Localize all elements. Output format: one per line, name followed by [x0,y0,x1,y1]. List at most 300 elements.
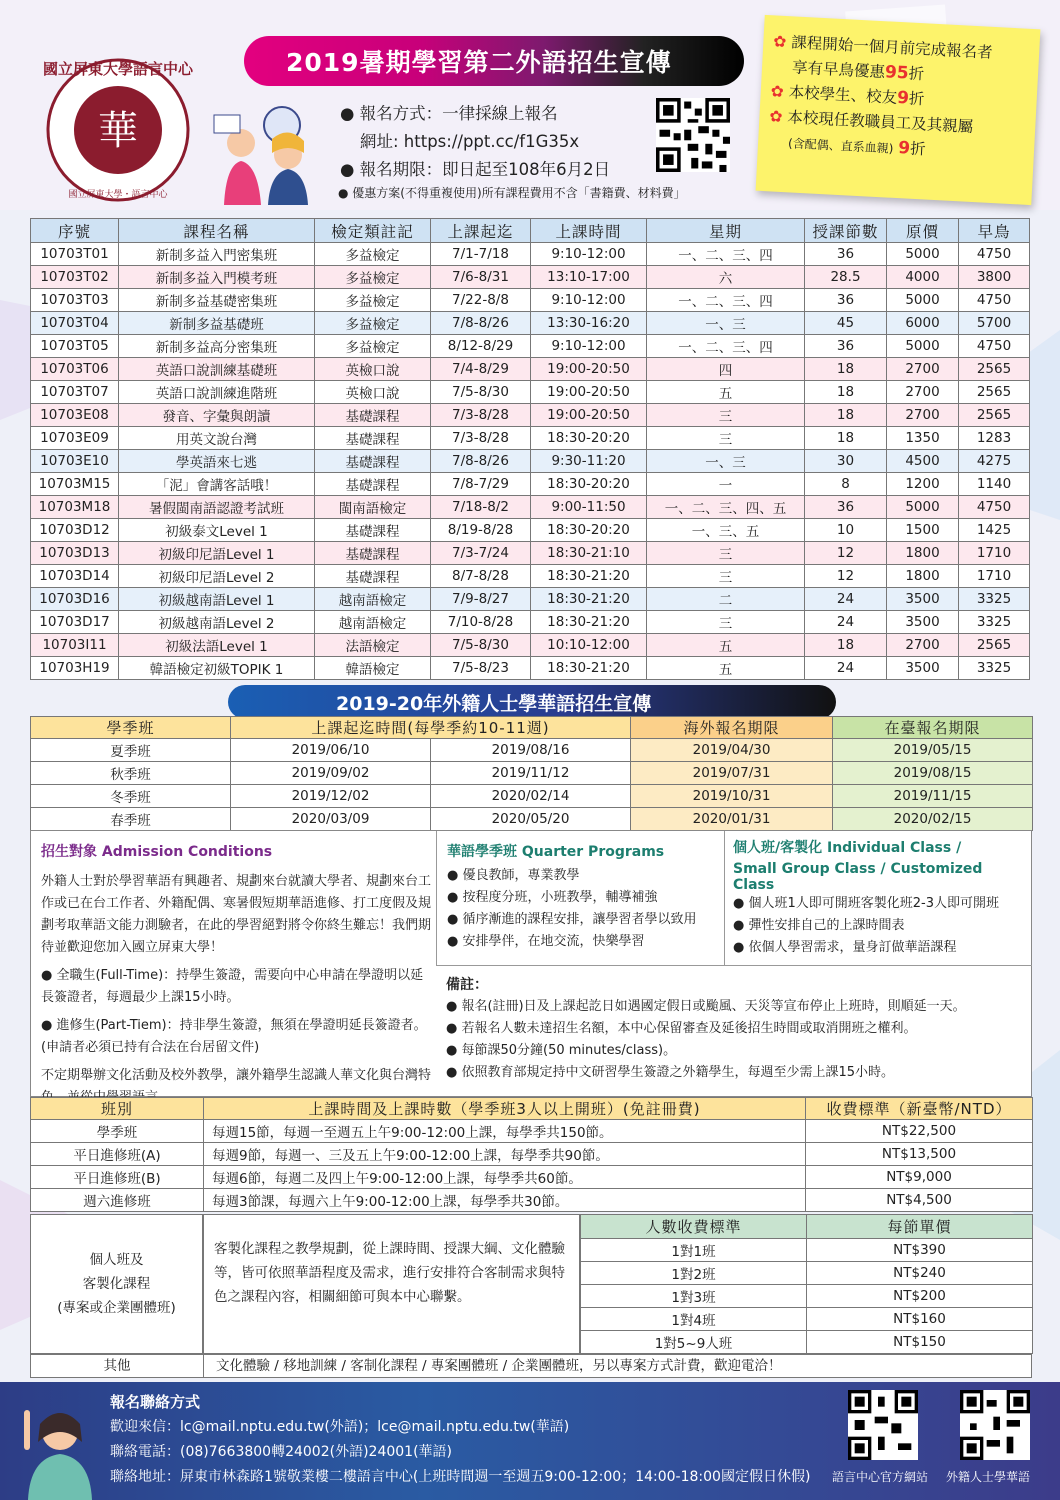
course-cell: 用英文說台灣 [119,427,315,450]
course-cell: 暑假閩南語認證考試班 [119,496,315,519]
course-cell: 越南語檢定 [315,611,431,634]
terms-header-local: 在臺報名期限 [833,717,1033,739]
custom-class-label [30,1214,203,1354]
course-cell: 英語口說訓練進階班 [119,381,315,404]
course-cell: 五 [647,381,805,404]
term-row [31,739,1033,762]
star-icon: ✿ [769,107,783,126]
sticky-line-3-suffix: 折 [908,89,925,109]
custom-label-line: (專案或企業團體班) [57,1300,176,1316]
course-row [31,473,1030,496]
course-cell: 18:30-20:20 [531,473,647,496]
course-cell: 10703D17 [31,611,119,634]
term-cell: 2020/01/31 [631,808,833,831]
rate-cell: 1對3班 [581,1285,807,1308]
course-cell: 10703T03 [31,289,119,312]
term-cell: 2019/06/10 [231,739,431,762]
course-cell: 韓語檢定初級TOPIK 1 [119,657,315,680]
course-cell: 19:00-20:50 [531,404,647,427]
course-cell: 8/12-8/29 [431,335,531,358]
course-cell: 18 [805,358,887,381]
promo-note: ● 優惠方案(不得重複使用)所有課程費用不含「書籍費、材料費」 [338,186,686,200]
term-cell: 2019/05/15 [833,739,1033,762]
course-cell: 4750 [959,335,1030,358]
course-cell: 36 [805,289,887,312]
custom-class-description: 客製化課程之教學規劃，從上課時間、授課大綱、文化體驗等，皆可依照華語程度及需求，進行安排符合客制需求與特色之課程內容，相關細節可與本中心聯繫。 [203,1214,580,1354]
course-row [31,427,1030,450]
course-cell: 一、二、三、四 [647,289,805,312]
course-cell: 10703D13 [31,542,119,565]
course-row [31,519,1030,542]
course-cell: 2700 [887,381,959,404]
course-cell: 9:10-12:00 [531,243,647,266]
course-cell: 10703T04 [31,312,119,335]
contact-info [110,1390,810,1490]
course-header-cell: 上課起迄 [431,219,531,243]
course-cell: 12 [805,542,887,565]
course-cell: 10703D12 [31,519,119,542]
course-row [31,243,1030,266]
course-cell: 初級越南語Level 1 [119,588,315,611]
rate-row [581,1285,1033,1308]
course-cell: 初級越南語Level 2 [119,611,315,634]
course-cell: 1425 [959,519,1030,542]
course-cell: 4750 [959,496,1030,519]
course-cell: 初級印尼語Level 2 [119,565,315,588]
other-label: 其他 [31,1355,204,1377]
term-cell: 2019/10/31 [631,785,833,808]
contact-email[interactable]: 歡迎來信：lc@mail.nptu.edu.tw(外語)；lce@mail.nptu.edu.tw(華語) [110,1419,570,1435]
other-description: 文化體驗 / 移地訓練 / 客制化課程 / 專案團體班 / 企業團體班，另以專案方式計費，歡迎電洽！ [216,1358,782,1374]
svg-text:國立屏東大學・語言中心: 國立屏東大學・語言中心 [68,190,168,200]
fee-cell: NT$9,000 [806,1166,1033,1189]
term-cell: 2019/09/02 [231,762,431,785]
individual-item: ● 個人班1人即可開班客製化班2-3人即可開班 [733,893,1024,915]
fees-table-header [31,1098,1033,1120]
fee-cell: 學季班 [31,1120,204,1143]
course-cell: 1800 [887,542,959,565]
fee-cell: 每週6節，每週二及四上午9:00-12:00上課，每學季共60節。 [204,1166,806,1189]
course-cell: 18:30-21:20 [531,588,647,611]
course-cell: 3325 [959,611,1030,634]
course-cell: 10:10-12:00 [531,634,647,657]
term-cell: 2019/07/31 [631,762,833,785]
contact-address: 聯絡地址：屏東市林森路1號敬業樓二樓語言中心(上班時間週一至週五9:00-12:00；14:00-18:00國定假日休假) [110,1469,811,1485]
course-cell: 基礎課程 [315,542,431,565]
course-cell: 9:00-11:50 [531,496,647,519]
course-cell: 4000 [887,266,959,289]
contact-title: 報名聯絡方式 [110,1393,201,1411]
course-cell: 6000 [887,312,959,335]
course-cell: 多益檢定 [315,266,431,289]
course-cell: 18:30-20:20 [531,427,647,450]
course-cell: 10703T06 [31,358,119,381]
student-discount: 9 [896,87,910,109]
qr-code-registration[interactable] [656,98,730,172]
course-cell: 多益檢定 [315,335,431,358]
course-header-cell: 授課節數 [805,219,887,243]
qr-label-chinese-program: 外籍人士學華語 [946,1470,1031,1484]
course-cell: 7/8-8/26 [431,312,531,335]
terms-header-season: 學季班 [31,717,231,739]
rate-cell: NT$160 [807,1308,1033,1331]
early-bird-discount: 95 [884,62,910,84]
registration-method: ● 報名方式：一律採線上報名 [340,104,558,123]
term-row [31,762,1033,785]
course-cell: 9:10-12:00 [531,289,647,312]
course-cell: 基礎課程 [315,404,431,427]
registration-period: ● 報名期限：即日起至108年6月2日 [340,160,611,179]
rate-cell: 1對4班 [581,1308,807,1331]
staff-discount: 9 [897,138,911,159]
course-cell: 10703T01 [31,243,119,266]
course-cell: 18:30-21:20 [531,657,647,680]
course-cell: 24 [805,657,887,680]
course-cell: 三 [647,404,805,427]
term-cell: 2019/08/15 [833,762,1033,785]
term-cell: 2019/04/30 [631,739,833,762]
course-cell: 1350 [887,427,959,450]
course-cell: 2565 [959,358,1030,381]
course-cell: 新制多益基礎密集班 [119,289,315,312]
course-cell: 3325 [959,588,1030,611]
course-cell: 1140 [959,473,1030,496]
rate-cell: NT$200 [807,1285,1033,1308]
course-row [31,588,1030,611]
course-cell: 4275 [959,450,1030,473]
course-cell: 24 [805,588,887,611]
star-icon: ✿ [770,82,785,101]
course-cell: 法語檢定 [315,634,431,657]
course-cell: 多益檢定 [315,289,431,312]
course-cell: 一 [647,473,805,496]
course-cell: 初級法語Level 1 [119,634,315,657]
course-cell: 10703M15 [31,473,119,496]
course-cell: 閩南語檢定 [315,496,431,519]
admission-activities: 不定期舉辦文化活動及校外教學，讓外籍學生認識人華文化與台灣特 [41,1068,432,1083]
program-info-box [30,830,1032,1097]
course-cell: 2700 [887,634,959,657]
fee-cell: 每週9節，每週一、三及五上午9:00-12:00上課，每學季共90節。 [204,1143,806,1166]
course-cell: 3800 [959,266,1030,289]
admission-parttime: ● 進修生(Part-Tiem)：持非學生簽證，無須在學證明延長簽證者。(申請者必須已持有合法在台居留文件) [41,1018,427,1055]
course-cell: 7/6-8/31 [431,266,531,289]
course-cell: 18:30-21:10 [531,542,647,565]
fee-cell: 平日進修班(A) [31,1143,204,1166]
course-cell: 18 [805,381,887,404]
course-cell: 8/19-8/28 [431,519,531,542]
course-cell: 韓語檢定 [315,657,431,680]
individual-item: ● 彈性安排自己的上課時間表 [733,915,1024,937]
term-cell: 2020/02/14 [431,785,631,808]
course-cell: 7/1-7/18 [431,243,531,266]
course-cell: 2565 [959,404,1030,427]
course-cell: 7/8-8/26 [431,450,531,473]
course-cell: 18:30-20:20 [531,519,647,542]
term-cell: 春季班 [31,808,231,831]
rate-row [581,1262,1033,1285]
course-cell: 10703M18 [31,496,119,519]
course-cell: 10703T05 [31,335,119,358]
course-cell: 10703T07 [31,381,119,404]
term-cell: 2020/03/09 [231,808,431,831]
course-cell: 新制多益高分密集班 [119,335,315,358]
course-cell: 7/5-8/30 [431,634,531,657]
course-cell: 7/9-8/27 [431,588,531,611]
course-header-cell: 課程名稱 [119,219,315,243]
course-cell: 10 [805,519,887,542]
course-cell: 4750 [959,289,1030,312]
fees-table [30,1097,1033,1212]
course-row [31,381,1030,404]
nptu-logo [28,52,206,202]
course-cell: 18:30-21:20 [531,611,647,634]
individual-item: ● 依個人學習需求，量身訂做華語課程 [733,937,1024,959]
course-cell: 一、二、三、四、五 [647,496,805,519]
private-rates-table [580,1214,1033,1354]
qr-code-chinese-program[interactable] [960,1390,1030,1460]
course-row [31,657,1030,680]
course-cell: 10703I11 [31,634,119,657]
fee-row [31,1120,1033,1143]
page-title: 2019暑期學習第二外語招生宣傳 [244,36,744,86]
course-cell: 7/18-8/2 [431,496,531,519]
admission-fulltime: ● 全職生(Full-Time)：持學生簽證，需要向中心申請在學證明以延長簽證者，每週最少上課15小時。 [41,968,424,1005]
course-cell: 10703D16 [31,588,119,611]
course-cell: 3500 [887,657,959,680]
course-cell: 基礎課程 [315,473,431,496]
course-cell: 7/22-8/8 [431,289,531,312]
course-row [31,450,1030,473]
notes [436,966,1032,1092]
course-cell: 四 [647,358,805,381]
course-row [31,358,1030,381]
course-cell: 英檢口說 [315,358,431,381]
course-cell: 36 [805,243,887,266]
fee-row [31,1189,1033,1212]
quarter-item: ● 按程度分班，小班教學，輔導補強 [447,887,714,909]
rate-cell: NT$240 [807,1262,1033,1285]
course-cell: 19:00-20:50 [531,381,647,404]
fees-header-class: 班別 [31,1098,204,1120]
notes-title: 備註： [446,977,488,993]
course-cell: 三 [647,427,805,450]
course-cell: 8 [805,473,887,496]
course-cell: 新制多益基礎班 [119,312,315,335]
course-row [31,634,1030,657]
course-cell: 8/7-8/28 [431,565,531,588]
course-cell: 4500 [887,450,959,473]
course-cell: 初級印尼語Level 1 [119,542,315,565]
sticky-line-1: 課程開始一個月前完成報名者 [790,33,994,62]
rate-cell: 1對1班 [581,1239,807,1262]
term-cell: 2020/05/20 [431,808,631,831]
private-rates-header [581,1215,1033,1239]
star-icon: ✿ [772,32,787,52]
course-cell: 2565 [959,634,1030,657]
sticky-line-5-suffix: 折 [909,139,927,159]
course-cell: 六 [647,266,805,289]
course-cell: 30 [805,450,887,473]
fee-cell: NT$13,500 [806,1143,1033,1166]
rate-row [581,1308,1033,1331]
course-cell: 一、三 [647,450,805,473]
course-row [31,404,1030,427]
quarter-title: 華語學季班 Quarter Programs [447,844,665,860]
course-cell: 7/3-8/28 [431,427,531,450]
registration-url[interactable]: 網址: https://ppt.cc/f1G35x [360,132,580,151]
individual-subtitle: Small Group Class / Customized Class [733,861,983,893]
course-cell: 一、三、五 [647,519,805,542]
course-cell: 9:30-11:20 [531,450,647,473]
other-services-row [30,1354,1032,1378]
note-item: ● 報名(註冊)日及上課起訖日如遇國定假日或颱風、天災等宣布停止上班時，則順延一天。 [446,996,1022,1018]
term-cell: 秋季班 [31,762,231,785]
course-row [31,266,1030,289]
course-cell: 19:00-20:50 [531,358,647,381]
sticky-line-5: (含配偶、直系血親) [787,136,894,156]
course-cell: 10703E09 [31,427,119,450]
course-cell: 18 [805,404,887,427]
note-item: ● 若報名人數未達招生名額，本中心保留審查及延後招生時間或取消開班之權利。 [446,1018,1022,1040]
term-cell: 2019/08/16 [431,739,631,762]
course-cell: 三 [647,565,805,588]
individual-class [724,831,1032,966]
individual-title: 個人班/客製化 Individual Class / [733,840,962,856]
course-cell: 1800 [887,565,959,588]
sticky-note-discounts [756,15,1041,205]
course-cell: 24 [805,611,887,634]
term-cell: 2019/11/12 [431,762,631,785]
course-cell: 一、二、三、四 [647,243,805,266]
course-cell: 2565 [959,381,1030,404]
rate-row [581,1239,1033,1262]
sticky-line-4: 本校現任教職員工及其親屬 [786,108,974,136]
quarter-item: ● 優良教師，專業教學 [447,865,714,887]
fee-cell: 平日進修班(B) [31,1166,204,1189]
course-cell: 36 [805,496,887,519]
course-cell: 1710 [959,565,1030,588]
admission-conditions [41,841,431,1109]
course-table [30,218,1030,680]
course-cell: 一、三 [647,312,805,335]
course-cell: 3500 [887,611,959,634]
course-cell: 5700 [959,312,1030,335]
course-cell: 新制多益入門模考班 [119,266,315,289]
course-cell: 7/3-8/28 [431,404,531,427]
quarter-terms-table [30,716,1033,831]
course-cell: 三 [647,611,805,634]
svg-text:華: 華 [98,108,138,154]
course-cell: 12 [805,565,887,588]
course-header-cell: 上課時間 [531,219,647,243]
course-row [31,496,1030,519]
course-cell: 「泥」會講客話哦！ [119,473,315,496]
term-cell: 2020/02/15 [833,808,1033,831]
course-cell: 新制多益入門密集班 [119,243,315,266]
course-cell: 18 [805,427,887,450]
qr-label-official-site: 語言中心官方網站 [832,1470,929,1484]
rate-cell: NT$390 [807,1239,1033,1262]
course-cell: 多益檢定 [315,243,431,266]
course-cell: 18:30-21:20 [531,565,647,588]
rate-cell: NT$150 [807,1331,1033,1354]
course-row [31,289,1030,312]
course-cell: 13:10-17:00 [531,266,647,289]
course-cell: 發音、字彙與朗讀 [119,404,315,427]
course-cell: 2700 [887,358,959,381]
course-cell: 7/10-8/28 [431,611,531,634]
fees-header-schedule: 上課時間及上課時數（學季班3人以上開班）(免註冊費) [204,1098,806,1120]
course-cell: 三 [647,542,805,565]
course-cell: 7/4-8/29 [431,358,531,381]
course-cell: 10703D14 [31,565,119,588]
fee-row [31,1166,1033,1189]
course-cell: 10703E08 [31,404,119,427]
course-cell: 學英語來七逃 [119,450,315,473]
course-cell: 5000 [887,243,959,266]
course-cell: 1710 [959,542,1030,565]
rates-header-price: 每節單價 [807,1215,1033,1239]
course-cell: 7/3-7/24 [431,542,531,565]
fee-cell: 週六進修班 [31,1189,204,1212]
course-cell: 1283 [959,427,1030,450]
course-cell: 18 [805,634,887,657]
sticky-line-2-suffix: 折 [908,64,925,84]
course-cell: 五 [647,634,805,657]
qr-code-official-site[interactable] [848,1390,918,1460]
sticky-line-3: 本校學生、校友 [788,83,898,107]
course-cell: 3500 [887,588,959,611]
course-row [31,565,1030,588]
course-cell: 基礎課程 [315,519,431,542]
quarter-programs [436,831,724,966]
students-illustration [206,95,326,205]
admission-intro: 外籍人士對於學習華語有興趣者、規劃來台就讀大學者、規劃來台工作或已在台工作者、外籍配偶、寒暑假短期華語進修、打工度假及規劃考取華語文能力測驗者，在此的學習絕對將令你終生難忘！我們期待並歡迎您加入國立屏東大學！ [41,874,432,955]
custom-label-line: 個人班及 [89,1252,144,1268]
custom-label-line: 客製化課程 [82,1276,151,1292]
rate-cell: 1對2班 [581,1262,807,1285]
contact-phone[interactable]: 聯絡電話：(08)7663800轉24002(外語)24001(華語) [110,1444,453,1460]
rate-cell: 1對5~9人班 [581,1331,807,1354]
course-cell: 28.5 [805,266,887,289]
quarter-item: ● 安排學伴，在地交流，快樂學習 [447,931,714,953]
term-row [31,785,1033,808]
course-cell: 5000 [887,496,959,519]
fee-cell: NT$22,500 [806,1120,1033,1143]
course-cell: 13:30-16:20 [531,312,647,335]
term-cell: 2019/11/15 [833,785,1033,808]
course-cell: 越南語檢定 [315,588,431,611]
quarter-item: ● 循序漸進的課程安排，讓學習者學以致用 [447,909,714,931]
teacher-illustration [20,1402,100,1500]
course-header-cell: 原價 [887,219,959,243]
terms-header-overseas: 海外報名期限 [631,717,833,739]
course-cell: 基礎課程 [315,565,431,588]
sticky-line-2: 享有早鳥優惠 [791,58,886,82]
course-header-cell: 序號 [31,219,119,243]
terms-header-dates: 上課起迄時間(每學季約10-11週) [231,717,631,739]
course-table-header [31,219,1030,243]
fee-cell: 每週3節課，每週六上午9:00-12:00上課，每學季共30節。 [204,1189,806,1212]
course-row [31,312,1030,335]
course-cell: 基礎課程 [315,427,431,450]
course-header-cell: 檢定類註記 [315,219,431,243]
course-cell: 36 [805,335,887,358]
course-cell: 7/5-8/30 [431,381,531,404]
course-cell: 9:10-12:00 [531,335,647,358]
course-cell: 1500 [887,519,959,542]
